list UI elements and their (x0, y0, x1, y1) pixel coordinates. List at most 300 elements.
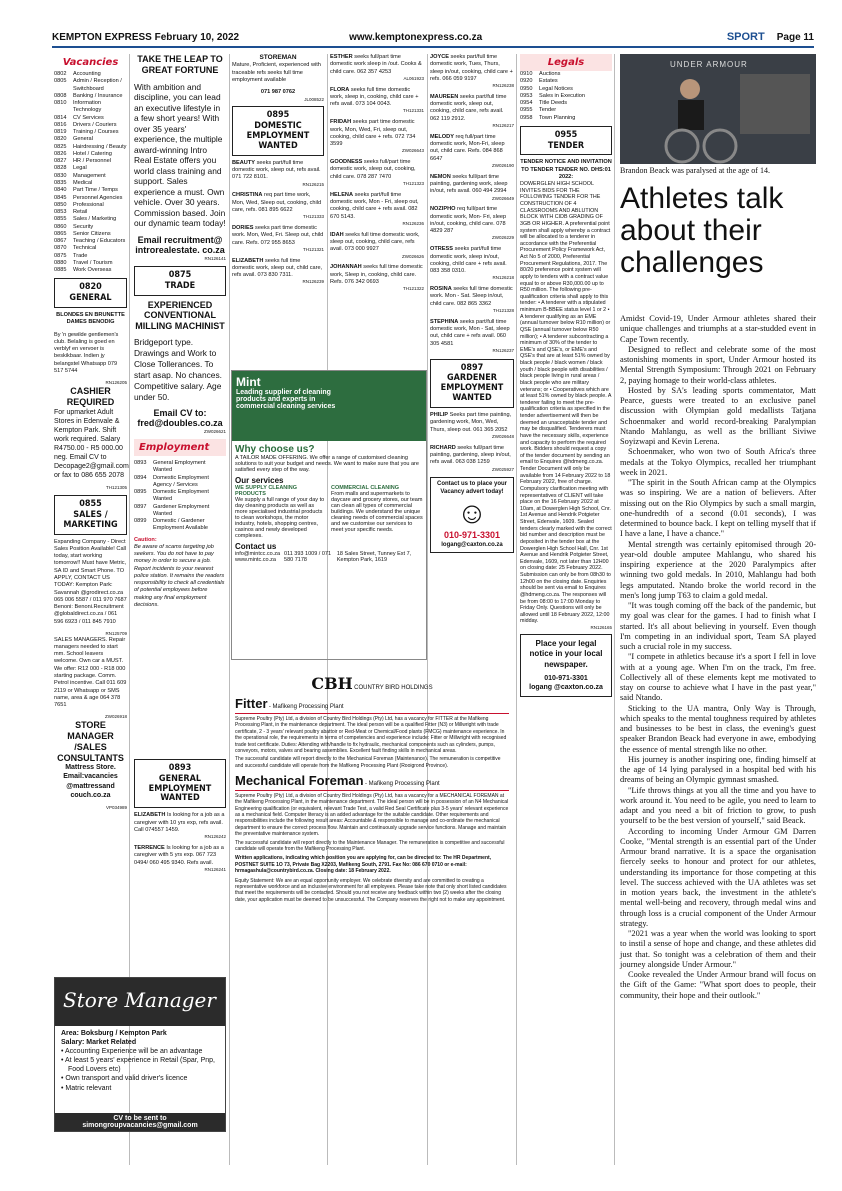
trade-box: 0875 TRADE (134, 266, 226, 296)
class-label: Gardener Employment Wanted (153, 503, 210, 517)
class-code: 0958 (520, 114, 533, 121)
ad-machinist-email[interactable]: Email CV to: fred@doubles.co.za (137, 407, 223, 429)
classified-ad (134, 845, 226, 873)
ad-text: seeks full time domestic work. Mon - Sat. Sleep in/out, child care. 082 865 3362 (430, 286, 513, 307)
class-code: 0853 (54, 209, 67, 216)
ad-expanding: Expanding Company - Direct Sales Position Available! Call today, start working tomorrow!! Must have Metric, SA ID and Smart Phone. TO APPLY, CONTACT US TODAY: Kempton Park: Savannah @grodirect.co.za 065 006 5587 / 011 970 7687 Benoni: Benoni.Recruitment @globaldirect.co.za / 061 596 6923 / 011 845 7910 (54, 538, 127, 625)
ad-ref: ZW026918 (104, 714, 127, 720)
vacancy-class (54, 209, 127, 216)
vacancies-index (54, 71, 127, 274)
section-name: SPORT (726, 31, 765, 43)
ad-leap-title: TAKE THE LEAP TO GREAT FORTUNE (137, 54, 223, 75)
store-cv: CV to be sent to (113, 1115, 167, 1122)
paper-url[interactable]: www.kemptonexpress.co.za (349, 31, 483, 43)
class-code: 0897 (134, 503, 147, 510)
class-code: 0826 (54, 150, 67, 157)
ad-cashier-title: CASHIER REQUIRED (66, 385, 115, 407)
class-code: 0810 (54, 100, 67, 107)
general-employment-box: 0893 GENERAL EMPLOYMENT WANTED (134, 759, 226, 808)
vacancy-class (54, 151, 127, 158)
vacancy-class (54, 129, 127, 136)
employment-index (134, 460, 226, 533)
class-label: Title Deeds (539, 100, 568, 107)
article-paragraph: Hosted by SA's leading sports commentator, Matt Pearce, guests were treated to an exclusive panel discussion with Olympian gold medallists Tatjana Schoenmaker and world record-breaking Paralympian Ntando Mahlangu, as well as the brilliant Siviwe Soyizwapi and Kevin Lerena. (620, 385, 816, 446)
ad-text: seeks full time domestic work, sleep in, cooking, child care + refs avail. 073 104 0043. (330, 86, 419, 108)
legal-class (520, 71, 612, 78)
article-headline: Athletes talk about their challenges (620, 182, 784, 279)
class-code: 0894 (134, 474, 147, 481)
ad-ref: TH121321 (302, 246, 324, 252)
ad-text: seeks full/part time domestic work, sleep out, cooking, child care. 078 287 7470 (330, 159, 416, 180)
vacancy-class (54, 93, 127, 100)
class-label: Domestic Employment Wanted (153, 489, 209, 503)
fitter-body: Supreme Poultry (Pty) Ltd, a division of Country Bird Holdings (Pty) Ltd, has a vacancy for FITTER at the Mafikeng Processing Plant, in the maintenance department. The ideal person will be a qualified Fitter (N3) or Millwright with trade certificate, 2 - 3 years' relevant poultry abattoir or Red-Meat or Chemical/Food plants (FMCG) maintenance experience. In the operational role, the requirements in terms of competencies and experience include: Fitter or Millwright with recognised trade test certificate. Duties: Attending with/handle to fix hydraulic, mechanical components such as cylinders, pumps, conveyors, motors, valves and bearing assemblies. Excellent fault finding skills in mechanical areas. (235, 716, 507, 755)
legal-class (520, 78, 612, 85)
vacancy-class (54, 136, 127, 143)
cbh-apply: Written applications, indicating which position you are applying for, can be directed to: The HR Department, POSTNET SUITE 1O 73, Private Bag X2203, Mafikeng South, 2791. Fax No: 086 670 0710 or e-mail: hrmagashula@countrybird.co.za. Closing date: 18 February 2022. (235, 855, 492, 875)
vacancy-class (54, 267, 127, 274)
ad-name: JOYCE (430, 54, 449, 60)
employment-class (134, 460, 226, 475)
class-code: 0955 (520, 107, 533, 114)
class-label: Domestic Employment Agency / Services (153, 474, 209, 488)
ad-salesmgr: SALES MANAGERS. Repair managers needed to start mm. School leavers welcome. Own car a MUST. We offer: R12 000 - R18 000 starting package. Comm. Petrol incentive. Call 011 609 2119 or Whatsapp or SMS name, area & age 064 378 7651 (54, 636, 127, 709)
ad-name: FLORA (330, 86, 350, 93)
class-label: Sales / Marketing (73, 216, 117, 223)
class-label: Domestic / Gardener Employment Available (153, 518, 208, 532)
class-code: 0870 (54, 245, 67, 252)
ad-text: Seeks part time painting, gardening work, Mon, Wed, Thurs, sleep out. 061 365 2052 (430, 412, 512, 433)
ad-text: seeks part time domestic work, Mon, Wed, Fri, sleep out, cooking, child care + refs. 072 734 3599 (330, 119, 416, 148)
class-label: Technical (73, 245, 97, 252)
tender-box: 0955 TENDER (520, 126, 612, 156)
legal-cta[interactable]: Place your legal notice in your local newspaper. 010-971-3301 logang @caxton.co.za (520, 634, 612, 697)
class-label: Management (73, 172, 106, 179)
mintex-tel: 011 393 1009 / 071 580 7178 (284, 551, 332, 563)
class-label: Senior Citizens (73, 230, 111, 237)
fitter-close: The successful candidate will report directly to the Mechanical Foreman (Maintenance). The remuneration is competitive and successful candidate will operate from the Mafikeng Processing Plant (Rooigrond Province). (235, 756, 501, 769)
store-requirement: • At least 5 years' experience in Retail (Spar, Pnp, Food Lovers etc) (61, 1057, 215, 1074)
tender-title: TENDER NOTICE AND INVITATION TO TENDER TENDER NO. DHS:01 2022: (520, 159, 612, 180)
class-code: 0814 (54, 114, 67, 121)
mintex-brand: Mint (236, 375, 261, 389)
store-requirement: • Matric relevant (61, 1084, 112, 1092)
class-code: 0827 (54, 158, 67, 165)
ad-ref: RN126217 (492, 122, 514, 128)
classified-ad (430, 94, 514, 129)
classified-ad (232, 160, 324, 188)
class-label: Tender (539, 107, 557, 114)
ad-name: TERRENCE (134, 845, 165, 851)
article-paragraph: Mental strength was certainly epitomised through 20-year-old double amputee Mahlangu, who shared his inspiring experience at the 2020 Paralympics after winning two gold medals. In 2010, Mahlangu had both legs amputated. Ntando broke the world record in the men's long jump T63 to claim a gold medal. (620, 539, 816, 600)
class-label: CV Services (73, 114, 104, 121)
mintex-why-body: A TAILOR MADE OFFERING. We offer a range of customised cleaning solutions to suit your budget and needs. We want to make sure that you are satisfied every step of the way. (235, 455, 419, 473)
vacancy-class (54, 253, 127, 260)
class-code: 0865 (54, 230, 67, 237)
classified-ad (430, 174, 514, 202)
column-5 (430, 54, 514, 654)
classified-ad (232, 192, 324, 220)
vacancy-class (54, 180, 127, 187)
column-3 (232, 54, 324, 364)
cbh-logo-text: COUNTRY BIRD HOLDINGS (354, 685, 433, 691)
class-label: Training / Courses (73, 129, 119, 136)
ad-name: HELENA (330, 191, 353, 198)
classified-ad (232, 258, 324, 286)
ad-text: seeks part/full time domestic work, sleep out, cooking, child care, refs avail. 062 119 2912. (430, 93, 507, 122)
under-armour-banner: UNDER ARMOUR (670, 60, 748, 69)
ad-ref: RN126242 (204, 834, 226, 840)
ad-machinist-body: Bridgeport type. Drawings and Work to Close Tollerances. To start asap. No chances. Competitive salary. Age under 50. (134, 337, 222, 402)
class-label: General (73, 136, 93, 143)
class-label: Admin / Reception / Switchboard (73, 78, 122, 92)
ad-ref: ZW026190 (491, 162, 514, 168)
vacancy-class (54, 165, 127, 172)
legal-class (520, 93, 612, 100)
vacancy-class (54, 187, 127, 194)
class-code: 0828 (54, 165, 67, 172)
cta-illustration: ☺ (456, 496, 488, 530)
ad-name: ROSINA (430, 286, 452, 293)
vacancy-class (54, 122, 127, 129)
class-code: 0920 (520, 78, 533, 85)
ad-storeman-body: Mature, Proficient, experienced with traceable refs seeks full time employment available (232, 62, 321, 83)
column-legals (520, 54, 612, 1165)
page-header (52, 28, 814, 48)
ad-name: DORIES (232, 224, 254, 231)
class-code: 0840 (54, 187, 67, 194)
class-label: Part Time / Temps (73, 187, 118, 194)
class-label: General Employment Wanted (153, 459, 206, 474)
classified-ad (330, 119, 424, 154)
classified-ad (430, 286, 514, 314)
ad-ref: ZW026648 (491, 433, 514, 439)
class-label: Drivers / Couriers (73, 121, 117, 128)
vacancy-class (54, 78, 127, 93)
ad-ref: RN125709 (105, 630, 127, 636)
cbh-equity: Equity Statement: We are an equal opportunity employer. We celebrate diversity and are committed to creating a representative workforce and an inclusive environment for all employees. Please take note that only short listed candidates that meet the requirements will be contacted. Should you not receive any feedback within two (2) weeks after the closing date, your application must be deemed to be unsuccessful. The Company reserves the right not to make any appointment. (235, 877, 507, 903)
caution-title: Caution: (134, 536, 157, 543)
ad-machinist-title: EXPERIENCED CONVENTIONAL MILLING MACHINIST (135, 299, 225, 332)
ad-ref: ZW026626 (401, 253, 424, 259)
legal-class (520, 100, 612, 107)
tender-body: DOWERGLEN HIGH SCHOOL INVITES BIDS FOR THE FOLLOWING TENDER FOR THE CONSTRUCTION OF 4 CLASSROOMS AND ABLUTION BLOCK WITH CIDB GRADING OF 3GB OR HIGHER. A preferential point system shall apply whereby a contract will be allocated to a tenderer in accordance with the Preferential Procurement Policy Framework Act, Act No 5 of 2000, Preferential Procurement Regulations, 2017. The 80/20 preference point system will apply to tenders with a contract value equal to or above R30,000.00 up to R50 million. The following pre-qualification criteria shall apply to this tender: • A tenderer with a stipulated minimum B-BBEE status level 1 or 2 • A tenderer qualifying as an EME (annual turnover below R10 million) or QSE (annual turnover below R50 million); • A tenderer subcontracting a minimum of 30% of the tender to EME's and QSE's, or EME's and QSE's that are at least 51% owned by black people / black women / black youth / black people with disabilities / black people living in rural areas / black people who are military veterans; or • Cooperatives which are at least 51% owned by black people. A tenderer failing to meet the pre-qualification criteria as specified in the tender advertisement will then be deemed an unacceptable tender and may be disqualified. Tenderers must have the necessary skills, experience and capacity to perform the required work. Bidders should request a copy of the tender document by sending an email to Enquires @hdmeng.co.za. Tender Document will only be available from 14 February 2022 to 18 February 2022, free of charge. Compulsory clarification meeting with representatives of CLIENT will take place on the 16 February 2022 at 10am, at Dowerglen High School, Cnr. 1st Avenue and Hendrik Potgieter Street, Edenvale, 1609. Sealed tenders clearly marked with the correct bid number and description must be deposited in the tender box at the Dowerglen High School Hall, Cnr. 1st Avenue and Hendrik Potgieter Street, Edenvale, 1609, not later than 12H00 on closing date: 25 February 2022. Submission can only be from 08h30 to 12h00 on the closing date. Enquiries should be sent via email to Enquires @hdmeng.co.za. The responses will be from 08:00 to 17:00 Monday to Friday Only. Questions will only be allowed until 18 February 2022, 12:00 midday. (520, 181, 612, 625)
article-paragraph: Amidst Covid-19, Under Armour athletes shared their unique challenges and triumphs at a star-studded event in Cape Town recently. (620, 314, 816, 344)
mintex-email[interactable]: info@mintcc.co.za (235, 551, 281, 557)
class-label: Professional (73, 201, 104, 208)
class-label: Hairdressing / Beauty (73, 143, 127, 150)
ad-text: seeks part/full time domestic work, Mon - Fri, sleep out, cooking, child care + refs avail. 082 670 5143. (330, 191, 419, 220)
mintex-contact: Contact us (235, 542, 277, 551)
column-3-lower (134, 755, 226, 872)
classified-ad (330, 54, 424, 82)
ad-ref: ZW026643 (401, 148, 424, 154)
ad-ref: TH121333 (302, 214, 324, 220)
domestic-box: 0895 DOMESTIC EMPLOYMENT WANTED (232, 106, 324, 155)
article-paragraph: His journey is another inspiring one, finding himself at the age of 14 lying paralysed in a hospital bed with his dreams of being an Olympic gymnast smashed. (620, 754, 816, 785)
article-photo (620, 54, 816, 164)
class-label: Security (73, 223, 94, 230)
ad-ref: TH121328 (492, 307, 514, 313)
mintex-why: Why choose us? (235, 444, 315, 455)
class-code: 0954 (520, 100, 533, 107)
class-code: 0895 (134, 489, 147, 496)
article-paragraph: Sticking to the UA mantra, Only Way is Through, which speaks to the mental toughness required by athletes and businesses to be best in class, the evening's guest speaker Brandon Beack had everyone in awe, embodying the essence of mental strength like no other. (620, 703, 816, 754)
mintex-services: Our services (235, 476, 284, 485)
class-label: Banking / Insurance (73, 92, 123, 99)
mech-body: Supreme Poultry (Pty) Ltd, a division of Country Bird Holdings (Pty) Ltd, has a vacancy for a MECHANICAL FOREMAN at the Mafikeng Processing Plant, in the maintenance department. The ideal person will be in possession of an N4 Mechanical Engineering qualification (or equivalent, relevant Trade Test, a valid Red Seal Certificate plus 3-5 years' relevant experience as a mechanical field. Computer literacy is an added advantage for the suitable candidate. Other requirements and responsibilities include the following result areas: Accountable & responsible to manage and co-ordinate the mechanical department to ensure the correct process flow. Maintain and continuously upgrade service functions. Manage and maintain the preventative maintenance system. (235, 792, 509, 838)
ad-ref: ZW026649 (491, 195, 514, 201)
store-area: Area: Boksburg / Kempton Park (61, 1030, 167, 1037)
cbh-ad: CBH COUNTRY BIRD HOLDINGS Fitter - Mafikeng Processing Plant Supreme Poultry (Pty) Ltd, a division of Country Bird Holdings (Pty) Ltd, has a vacancy for FITTER at the Mafikeng Processing Plant, in the maintenance department. The ideal person will be a qualified Fitter (N3) or Millwright with trade certificate, 2 - 3 years' relevant poultry abattoir or Red-Meat or Chemical/Food plants (FMCG) maintenance experience. In the operational role, the requirements in terms of competencies and experience include: Fitter or Millwright with recognised trade test certificate. Duties: Attending with/handle to fix hydraulic, mechanical components such as cylinders, pumps, conveyors, motors, valves and bearing assemblies. Excellent fault finding skills in mechanical areas. The successful candidate will report directly to the Mechanical Foreman (Maintenance). The remuneration is competitive and successful candidate will operate from the Mafikeng Processing Plant (Rooigrond Province). Mechanical Foreman - Mafikeng Processing Plant Supreme Poultry (Pty) Ltd, a division of Country Bird Holdings (Pty) Ltd, has a vacancy for a MECHANICAL FOREMAN at the Mafikeng Processing Plant, in the maintenance department. The ideal person will be in possession of an N4 Mechanical Engineering qualification (or equivalent, relevant Trade Test, a valid Red Seal Certificate plus 3-5 years' relevant experience as a mechanical field. Computer literacy is an added advantage for the suitable candidate. Other requirements and responsibilities include the following result areas: Accountable & responsible to manage and co-ordinate the mechanical department to ensure the correct process flow. Maintain and continuously upgrade service functions. Manage and maintain the preventative maintenance system. The successful candidate will report directly to the Maintenance Manager. The remuneration is competitive and successful candidate will operate from the Mafikeng Processing Plant. Written applications, indicating which position you are applying for, can be directed to: The HR Department, POSTNET SUITE 1O 73, Private Bag X2203, Mafikeng South, 2791. Fax No: 086 670 0710 or e-mail: hrmagashula@countrybird.co.za. Closing date: 18 February 2022. Equity Statement: We are an equal opportunity employer. We celebrate diversity and are committed to creating a representative workforce and an inclusive environment for all employees. Please take note that only short listed candidates that meet the requirements will be contacted. Should you not receive any feedback within two (2) weeks after the closing date, your application must be deemed to be unsuccessful. The Company reserves the right not to make any appointment. (235, 674, 509, 903)
article-paragraph: "It was tough coming off the back of the pandemic, but my goal was clear for the games. I had to finish what I started. It's all about believing in yourself. Even though I'm competing in an individual sport, Team SA played such a crucial role in my success. (620, 601, 816, 651)
ad-ref: RN126239 (302, 279, 324, 285)
store-salary: Salary: Market Related (61, 1039, 137, 1047)
classified-ad (430, 319, 514, 354)
employment-class (134, 518, 226, 533)
employment-class (134, 475, 226, 490)
class-code: 0875 (54, 252, 67, 259)
article-paragraph: "I compete in athletics because it's a sport I fell in love with at a young age. When I'm on the track, I'm free. Collectively all of these elements kept me motivated to stay on course to achieve what I have in the past year," said Ntando. (620, 652, 816, 703)
class-label: HR / Personnel (73, 158, 111, 165)
ad-text: Is looking for a job as a caregiver with 10 yrs exp, refs avail. Call 074557 1459. (134, 812, 225, 833)
sales-box: 0855 SALES / MARKETING (54, 495, 127, 534)
ad-text: seeks part/full time domestic work, Mon - Sat, sleep out, child care + refs avail. 060 305 4581 (430, 318, 510, 347)
ad-name: STEPHINA (430, 318, 459, 325)
vacancy-class (54, 260, 127, 267)
vacancy-class (54, 238, 127, 245)
classified-ad (134, 812, 226, 840)
article-paragraph: Cooke revealed the Under Armour brand will focus on the Gift of the Game: "What sport does to people, their community, their hope and their outlook." (620, 970, 816, 1000)
ad-ref: RN126205 (105, 380, 127, 386)
ad-store-title: STORE MANAGER /SALES CONSULTANTS (57, 720, 124, 763)
column-2 (134, 54, 226, 704)
caution-body: Be aware of scams targeting job seekers. You do not have to pay money in order to secure a job. Report incidents to your nearest police station. It remains the readers responsibility to check all credentials of potential employees before making any final employment decisions. (134, 543, 225, 609)
ad-storeman-title: STOREMAN (259, 54, 297, 61)
mintex-ad: Mint Leading supplier of cleaning products and experts in commercial cleaning services Why choose us? A TAILOR MADE OFFERING. We offer a range of customised cleaning solutions to suit your budget and needs. We want to make sure that you are satisfied every step of the way. Our services WE SUPPLY CLEANING PRODUCTS We supply a full range of your day to day cleaning products as well as more specialised industrial products to clean workshops, the motor industry, hotels, shopping centres, casinos and newly developed complexes. COMMERCIAL CLEANING From malls and supermarkets to daycare and grocery stores, our team can clean all types of commercial buildings. We understand the unique cleaning needs of commercial spaces and we customise our services to meet your specific needs. Contact us info@mintcc.co.za www.mintc.co.za 011 393 1009 / 071 580 7178 18 Sales Street, Tunney Ext 7, Kempton Park, 1619 (231, 370, 427, 660)
ad-ref: ZW025927 (491, 466, 514, 472)
class-label: Trade (73, 252, 88, 259)
legal-class (520, 86, 612, 93)
class-code: 0953 (520, 92, 533, 99)
legal-class (520, 107, 612, 114)
ad-text: req full/part time domestic work, Mon-Fri, sleep out, child care. Refs. 084 868 6647 (430, 133, 505, 162)
ad-name: NEMON (430, 173, 451, 180)
ad-ref: ZW026229 (491, 235, 514, 241)
ad-text: seeks full time domestic work, Sleep in, cooking, child care. Refs. 076 342 0693 (330, 264, 423, 285)
ad-name: IDAH (330, 231, 344, 238)
store-manager-ad (54, 977, 226, 1132)
mech-title: Mechanical Foreman (235, 773, 364, 789)
class-code: 0819 (54, 129, 67, 136)
ad-ref: RN126237 (492, 347, 514, 353)
vacancy-class (54, 144, 127, 151)
ad-text: seeks part/full time domestic work, Tues, Thurs, sleep in/out, cooking, child care + refs. 066 059 9197 (430, 54, 513, 82)
ad-name: ELIZABETH (232, 257, 264, 264)
class-code: 0808 (54, 92, 67, 99)
employment-heading: Employment (134, 439, 226, 456)
mech-close: The successful candidate will report directly to the Maintenance Manager. The remuneration is competitive and successful candidate will operate from the Mafikeng Processing Plant. (235, 839, 505, 852)
article-paragraph: Designed to reflect and celebrate some of the most astonishing moments in sport, Under Armour hosted its Mental Strength Symposium: Through 2021 on February 2, paying homage to their world-class athletes. (620, 344, 816, 385)
vacancy-class (54, 71, 127, 78)
class-label: Retail (73, 209, 88, 216)
ad-text: seeks part time domestic work. Mon, Wed, Fri. Sleep out, child care. Refs. 072 955 8653 (232, 224, 324, 246)
ad-name: OTRESS (430, 246, 454, 253)
store-cv-email[interactable]: simongroupvacancies@gmail.com (82, 1122, 198, 1129)
fitter-title: Fitter (235, 696, 268, 712)
ad-ref: TH121305 (105, 485, 127, 491)
mintex-web[interactable]: www.mintc.co.za (235, 557, 276, 563)
ad-name: BEAUTY (232, 159, 255, 166)
class-label: Work Overseas (73, 267, 112, 274)
class-code: 0880 (54, 259, 67, 266)
ad-name: MELODY (430, 133, 454, 140)
vacancies-heading: Vacancies (62, 57, 119, 68)
ad-ref: TH121323 (402, 180, 424, 186)
class-code: 0816 (54, 121, 67, 128)
class-code: 0899 (134, 518, 147, 525)
vacancy-class (54, 173, 127, 180)
legal-class (520, 115, 612, 122)
classified-ad (430, 54, 514, 89)
class-code: 0820 (54, 136, 67, 143)
employment-class (134, 504, 226, 519)
ad-ref: JL008522 (304, 96, 324, 102)
article-body (620, 314, 816, 1126)
ad-ref: RN126165 (590, 625, 612, 631)
ad-leap-email[interactable]: Email recruitment@ introrealestate. co.za (135, 234, 225, 256)
ad-text: seeks full time domestic work, sleep out, cooking, child care, refs avail. 073 000 9927 (330, 231, 420, 253)
class-code: 0885 (54, 267, 67, 274)
classified-ad (330, 232, 424, 260)
ad-blondes-title: BLONDES EN BRUNETTE DAMES BENODIG (56, 312, 125, 326)
ad-text: seeks full/part time domestic work sleep in /out. Cooks & child care. 062 357 4253 (330, 54, 422, 75)
store-requirement: • Own transport and valid driver's licence (61, 1075, 188, 1083)
ad-ref: RN126218 (492, 275, 514, 281)
ad-store-body: Mattress Store. Email:vacancies @mattressand couch.co.za (63, 764, 118, 799)
ad-ref: RN126238 (492, 83, 514, 89)
ad-name: MAUREEN (430, 93, 459, 100)
article-paragraph: According to incoming Under Armour GM Darren Cooke, "Mental strength is an essential part of the Under Armour brand narrative. It is a space the organisation fiercely seeks to honour and protect for our athletes, understanding its importance for those competing at this level. The success achieved with the UA athletes was set in motion years back, the investment in the athlete's mental well-being and recovery, through medal wins and through loss is a crucial component of the Under Armour strategy. (620, 826, 816, 928)
class-code: 0910 (520, 71, 533, 77)
ad-ref: VP034989 (105, 804, 127, 810)
legals-heading: Legals (520, 54, 612, 71)
ad-name: PHILIP (430, 412, 449, 419)
ad-ref: RN126241 (204, 866, 226, 872)
class-label: Travel / Tourism (73, 259, 113, 266)
class-code: 0850 (54, 201, 67, 208)
class-code: 0867 (54, 238, 67, 245)
class-label: Legal Notices (539, 85, 573, 92)
class-label: Accounting (73, 71, 101, 77)
class-code: 0805 (54, 78, 67, 85)
ad-blondes-body: By 'n gewilde gentlemen's club. Belaling is goed en verblyf en vervoer is beskikbaar. Indien jy belangstel Whatsapp 079 517 5744 (54, 331, 119, 374)
classified-ad (430, 134, 514, 169)
classified-ad (330, 159, 424, 187)
class-label: Information Technology (73, 100, 102, 114)
ad-ref: RN126141 (204, 256, 226, 262)
store-manager-title: Store Manager (55, 978, 225, 1026)
ad-ref: RN126215 (302, 181, 324, 187)
ad-ref: TH121322 (402, 286, 424, 292)
classified-ad (330, 192, 424, 227)
vacancy-class (54, 202, 127, 209)
article-paragraph: "2021 was a year when the world was looking to sport to instil a sense of hope and change, and these athletes did just that. So tonight was a celebration of them and their journey alongside Under Armour." (620, 929, 816, 969)
vacancy-class (54, 231, 127, 238)
ad-text: seeks full/part time painting, gardening, sleep in/out, refs avail. 063 038 1259 (430, 444, 511, 466)
classified-ad (430, 206, 514, 241)
ad-storeman-tel: 071 987 0762 (260, 89, 296, 96)
employment-class (134, 489, 226, 504)
class-label: Estates (539, 78, 558, 85)
ad-name: GOODNESS (330, 159, 363, 166)
vacancy-class (54, 158, 127, 165)
page-number: Page 11 (776, 31, 814, 43)
ad-ref: TH121331 (402, 108, 424, 114)
general-box: 0820 GENERAL (54, 278, 127, 308)
vacancy-class (54, 245, 127, 252)
ad-text: seeks part/full time domestic work, sleep out, refs avail. 071 722 8101. (232, 159, 321, 181)
mintex-addr: 18 Sales Street, Tunney Ext 7, Kempton Park, 1619 (336, 551, 412, 563)
class-label: Sales in Execution (539, 92, 586, 99)
class-label: Teaching / Educators (73, 238, 126, 245)
ad-name: NOZIPHO (430, 206, 456, 213)
photo-caption: Brandon Beack was paralysed at the age of 14. (620, 166, 770, 175)
classified-ad (430, 412, 514, 440)
classified-ad (430, 246, 514, 281)
class-code: 0855 (54, 216, 67, 223)
class-code: 0860 (54, 223, 67, 230)
article-paragraph: "The spirit in the South African camp at the Olympics was so inspiring. We are a nation of believers. After missing out on the Rio Olympics by such a small margin, one-hundredth of a second (0.01 seconds), I was determined to bounce back. I kept on telling myself that if I have a lane, I have a chance." (620, 478, 816, 539)
ad-name: ESTHER (330, 54, 353, 60)
class-code: 0950 (520, 85, 533, 92)
gardener-box: 0897 GARDENER EMPLOYMENT WANTED (430, 359, 514, 408)
classified-ad (330, 264, 424, 292)
vacancy-class (54, 216, 127, 223)
paper-date: KEMPTON EXPRESS February 10, 2022 (52, 31, 240, 43)
ad-ref: ZW026621 (203, 429, 226, 435)
classified-ad (430, 445, 514, 473)
article-paragraph: Schoenmaker, who won two of South Africa's three medals at the Tokyo Olympics, recalled her triumphant week in 2021. (620, 447, 816, 477)
class-label: Legal (73, 165, 87, 172)
class-code: 0835 (54, 179, 67, 186)
vacancy-class (54, 224, 127, 231)
ad-text: req full/part time domestic work, Mon- Fri, sleep in/out, cooking, child care. 078 4829 287 (430, 206, 507, 235)
ad-text: req part time work, Mon, Wed, Sleep out, cooking, child care, refs. 081 895 6622 (232, 192, 322, 213)
class-label: Medical (73, 179, 93, 186)
mintex-tagline: Leading supplier of cleaning products and experts in commercial cleaning services (236, 389, 336, 410)
ad-text: seeks full/part time painting, gardening work, sleep in/out, refs avail. 060 494 2994 (430, 173, 508, 195)
vacancy-class (54, 100, 127, 115)
ad-name: CHRISTINA (232, 192, 263, 199)
ad-name: ELIZABETH (134, 812, 166, 819)
vacancy-cta[interactable]: Contact us to place your Vacancy advert today! ☺ 010-971-3301 logang@caxton.co.za (430, 477, 514, 553)
class-label: Personnel Agencies (73, 194, 123, 201)
vacancy-class (54, 195, 127, 202)
class-label: Hotel / Catering (73, 150, 112, 157)
ad-leap-body: With ambition and discipline, you can lead an executive lifestyle in a few short years! With over 35 years' experience, the multiple award-winning Intro Real Estate offers you world class training and support. Sales experience a must. Own vehicle. Over 30 years. Commission based. Join our dynamic team today! (134, 81, 226, 229)
column-4 (330, 54, 424, 364)
vacancy-class (54, 115, 127, 122)
ad-cashier-body: For upmarket Adult Stores in Edenvale & Kempton Park. Shift work required. Salary R4750.00 - R5 000.00 neg. Email CV to Decopage2@gmail.com or fax to 086 655 2078 (54, 408, 129, 480)
class-label: Town Planning (539, 114, 576, 121)
class-code: 0893 (134, 459, 147, 466)
ad-text: seeks part/full time domestic work, sleep in/out, cooking, child care + refs avail. 083 358 0310. (430, 246, 507, 275)
classified-ad (232, 225, 324, 253)
classified-ad (330, 87, 424, 115)
class-code: 0845 (54, 194, 67, 201)
class-code: 0825 (54, 143, 67, 150)
